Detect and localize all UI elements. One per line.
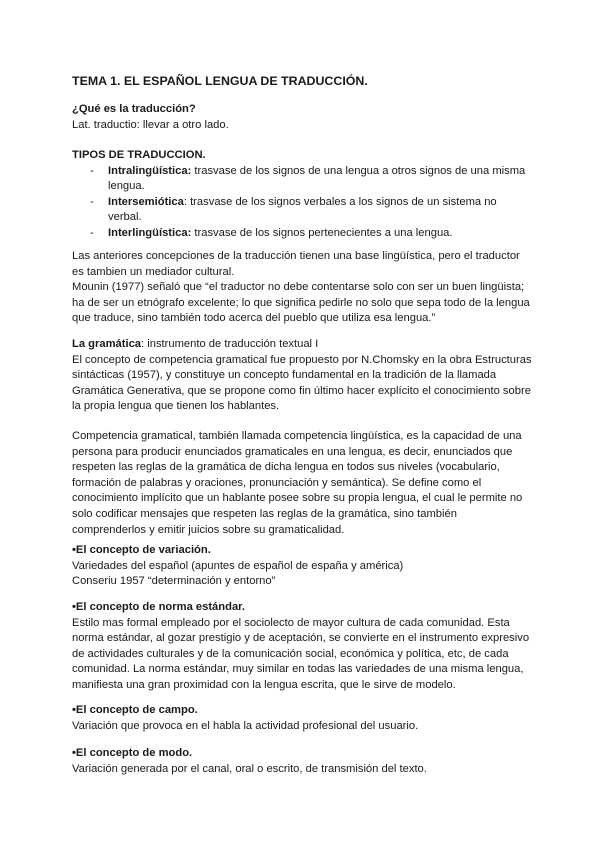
list-text: : trasvase de los signos verbales a los signos de un sistema no verbal. bbox=[108, 195, 497, 224]
paragraph: El concepto de competencia gramatical fue propuesto por N.Chomsky en la obra Estructuras sintácticas (1957), y constituye un concepto fundamental en la tradición de la llamada Gramática Generativa, que se propone como fin último hacer explícito el conocimiento sobre la propia lengua que tienen los hablantes. bbox=[72, 353, 532, 413]
list-term: Interlingüística: bbox=[108, 226, 192, 239]
paragraph: Lat. traductio: llevar a otro lado. bbox=[72, 118, 229, 131]
section-heading: •El concepto de variación. bbox=[72, 544, 211, 556]
section-modo bbox=[72, 746, 532, 777]
section-tipos-traduccion bbox=[72, 148, 532, 242]
section-gramatica bbox=[72, 337, 532, 538]
paragraph: Competencia gramatical, también llamada competencia lingüística, es la capacidad de una persona para producir enunciados gramaticales en una lengua, es decir, enunciados que respeten las reglas de la gramática de dicha lengua en todos sus niveles (vocabulario, formación de palabras y oraciones, pronunciación y semántica). Se define como el conocimiento implícito que un hablante posee sobre su propia lengua, el cual le permite no solo codificar mensajes que respeten las reglas de la gramática, sino también comprenderlos y emitir juicios sobre su gramaticalidad. bbox=[72, 429, 523, 536]
list-item bbox=[72, 195, 532, 226]
list-term: Intersemiótica bbox=[108, 195, 184, 208]
section-campo bbox=[72, 703, 532, 734]
quote-paragraph: Mounin (1977) señaló que “el traductor no debe contentarse solo con ser un buen lingüista; ha de ser un etnógrafo excelente; lo que significa pedirle no solo que sepa todo de la lengua que traduce, sino también todo acerca del pueblo que utiliza esa lengua.” bbox=[72, 281, 530, 325]
paragraph: Variedades del español (apuntes de español de españa y américa) bbox=[72, 559, 404, 572]
paragraph: Variación generada por el canal, oral o escrito, de transmisión del texto. bbox=[72, 762, 427, 775]
list-term: Intralingüística: bbox=[108, 164, 192, 177]
list-item bbox=[72, 164, 532, 195]
list-text: trasvase de los signos de una lengua a otros signos de una misma lengua. bbox=[108, 164, 526, 193]
section-heading: ¿Qué es la traducción? bbox=[72, 103, 196, 115]
section-heading-line bbox=[72, 337, 532, 353]
dash-bullet: - bbox=[90, 226, 94, 239]
paragraph: Variación que provoca en el habla la actividad profesional del usuario. bbox=[72, 719, 419, 732]
section-heading: TIPOS DE TRADUCCION. bbox=[72, 149, 206, 161]
section-variacion bbox=[72, 543, 532, 590]
section-heading: •El concepto de modo. bbox=[72, 747, 193, 759]
section-subtitle: : instrumento de traducción textual I bbox=[141, 338, 319, 350]
dash-bullet: - bbox=[90, 195, 94, 208]
tipos-list bbox=[72, 164, 532, 242]
dash-bullet: - bbox=[90, 164, 94, 177]
section-term: La gramática bbox=[72, 338, 142, 350]
section-heading: •El concepto de norma estándar. bbox=[72, 601, 246, 613]
paragraph: Estilo mas formal empleado por el sociolecto de mayor cultura de cada comunidad. Esta norma estándar, al gozar prestigio y de aceptación, se convierte en el instrumento expresivo de actividades culturales y de la comunicación social, económica y política, etc, de cada comunidad. La norma estándar, muy similar en todas las variedades de una misma lengua, manifiesta una gran proximidad con la lengua escrita, que le sirve de modelo. bbox=[72, 616, 530, 691]
list-text: trasvase de los signos pertenecientes a una lengua. bbox=[191, 226, 453, 239]
list-item bbox=[72, 226, 532, 242]
document-title: TEMA 1. EL ESPAÑOL LENGUA DE TRADUCCIÓN. bbox=[72, 74, 368, 88]
section-que-es-traduccion bbox=[72, 102, 532, 133]
paragraph: Las anteriores concepciones de la traducción tienen una base lingüística, pero el traductor es tambien un mediador cultural. bbox=[72, 250, 520, 278]
section-concepciones bbox=[72, 249, 532, 327]
section-norma-estandar bbox=[72, 600, 532, 694]
paragraph: Conseriu 1957 “determinación y entorno” bbox=[72, 575, 276, 588]
section-heading: •El concepto de campo. bbox=[72, 704, 198, 716]
